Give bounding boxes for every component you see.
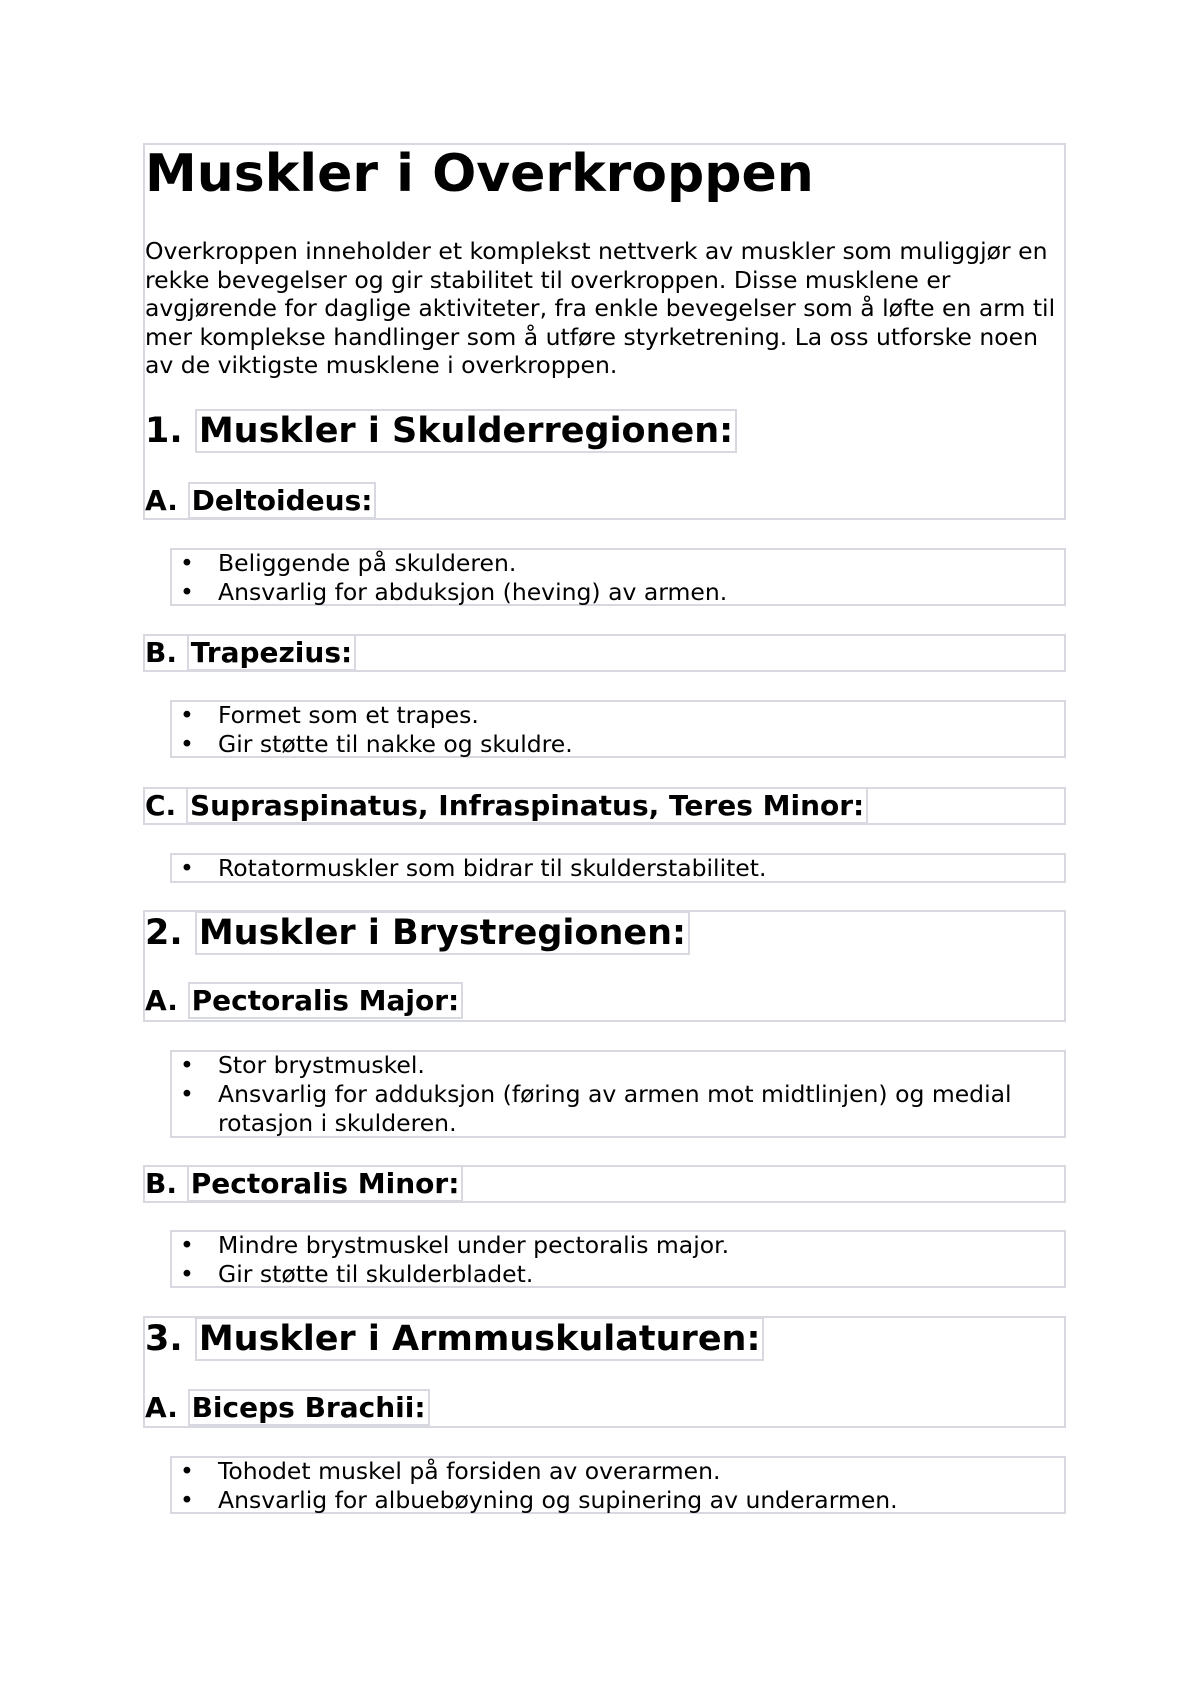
section-title: Muskler i Skulderregionen: — [195, 409, 737, 453]
section-title: Muskler i Armmuskulaturen: — [195, 1317, 765, 1361]
subsection-title: Supraspinatus, Infraspinatus, Teres Minor: — [186, 787, 868, 824]
section-heading — [145, 911, 690, 955]
subsection-heading — [145, 483, 376, 519]
subsection-title: Pectoralis Minor: — [187, 1165, 464, 1202]
list-item: • Gir støtte til nakke og skuldre. — [172, 730, 1052, 759]
section-heading — [145, 409, 737, 453]
bullet-list — [172, 1051, 1052, 1138]
list-item: • Formet som et trapes. — [172, 701, 1052, 730]
subsection-title: Deltoideus: — [188, 482, 377, 519]
list-item: • Beliggende på skulderen. — [172, 549, 1052, 578]
section-title: Muskler i Brystregionen: — [195, 911, 690, 955]
list-item: • Mindre brystmuskel under pectoralis major. — [172, 1231, 1052, 1260]
bullet-list — [172, 701, 1052, 759]
subsection-heading — [145, 983, 463, 1019]
list-item: • Gir støtte til skulderbladet. — [172, 1260, 1052, 1289]
subsection-heading — [145, 1390, 430, 1426]
subsection-title: Biceps Brachii: — [188, 1389, 430, 1426]
list-item: • Ansvarlig for adduksjon (føring av armen mot midtlinjen) og medial rotasjon i skulderen. — [172, 1080, 1052, 1138]
subsection-letter: C. — [145, 789, 177, 822]
section-heading — [145, 1317, 764, 1361]
section-number: 2. — [145, 913, 183, 953]
subsection-letter: B. — [145, 636, 177, 669]
subsection-letter: A. — [145, 484, 178, 517]
intro-paragraph: Overkroppen inneholder et komplekst nettverk av muskler som muliggjør en rekke bevegelser og gir stabilitet til overkroppen. Disse musklene er avgjørende for daglige aktiviteter, fra enkle bevegelser som å løfte en arm til mer komplekse handlinger som å utføre styrketrening. La oss utforske noen av de viktigste musklene i overkroppen. — [145, 237, 1056, 379]
section-number: 1. — [145, 411, 183, 451]
bullet-list — [172, 1231, 1052, 1289]
subsection-heading — [145, 1166, 463, 1202]
list-item: • Ansvarlig for albuebøyning og supinering av underarmen. — [172, 1486, 1052, 1515]
list-item: • Rotatormuskler som bidrar til skulderstabilitet. — [172, 854, 1052, 883]
subsection-heading — [145, 635, 356, 671]
section-number: 3. — [145, 1319, 183, 1359]
subsection-title: Trapezius: — [187, 634, 356, 671]
bullet-list — [172, 549, 1052, 607]
list-item: • Tohodet muskel på forsiden av overarmen. — [172, 1457, 1052, 1486]
subsection-letter: A. — [145, 1391, 178, 1424]
bullet-list — [172, 1457, 1052, 1515]
page-title: Muskler i Overkroppen — [145, 144, 814, 204]
subsection-heading — [145, 788, 868, 824]
list-item: • Stor brystmuskel. — [172, 1051, 1052, 1080]
list-item: • Ansvarlig for abduksjon (heving) av armen. — [172, 578, 1052, 607]
subsection-letter: B. — [145, 1167, 177, 1200]
subsection-title: Pectoralis Major: — [188, 982, 464, 1019]
bullet-list — [172, 854, 1052, 883]
subsection-letter: A. — [145, 984, 178, 1017]
